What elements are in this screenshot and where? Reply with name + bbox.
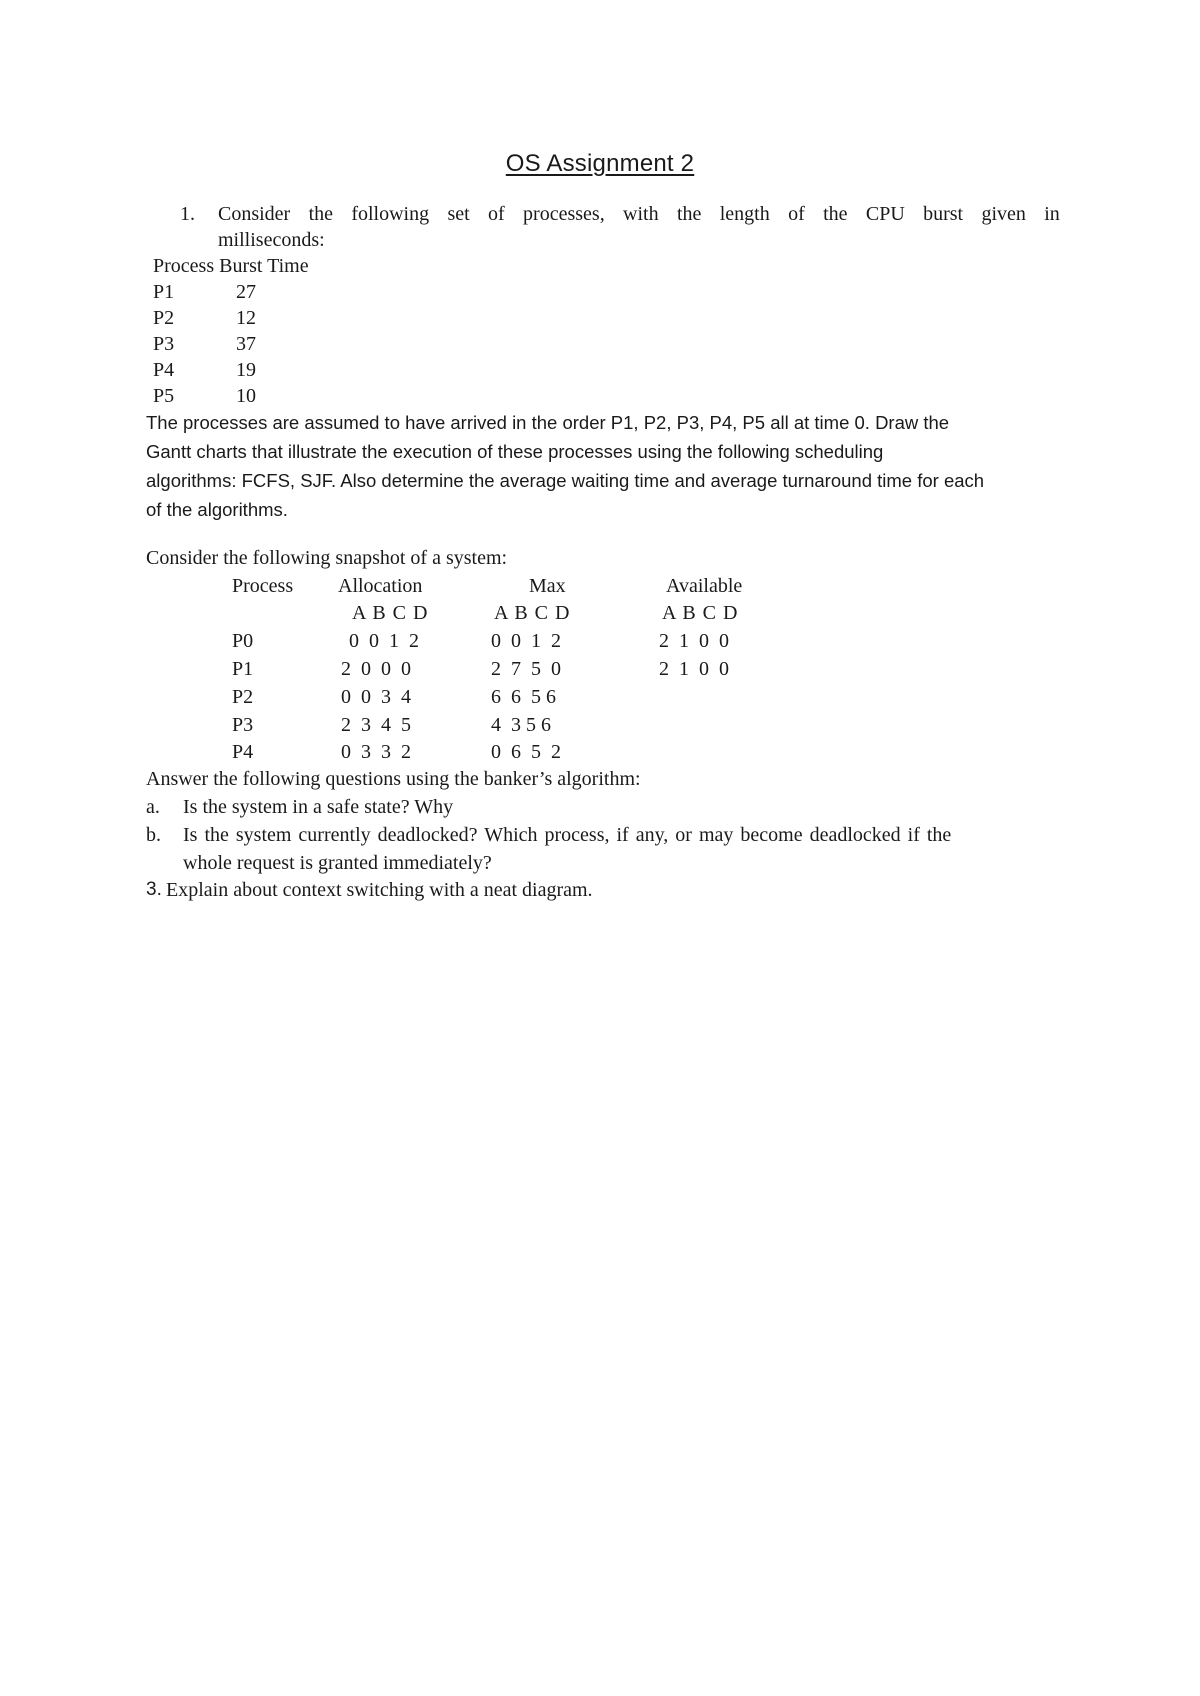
q1-word: processes, (523, 203, 605, 225)
q1-row-process: P1 (153, 281, 175, 303)
q1-word: CPU (865, 203, 905, 225)
row-max: 0 0 1 2 (491, 630, 561, 652)
row-max: 4 3 5 6 (491, 714, 551, 736)
row-process: P1 (232, 658, 254, 680)
q1-word: in (1044, 203, 1060, 225)
row-max: 6 6 5 6 (491, 686, 556, 708)
q3-number: 3. (146, 879, 162, 900)
q1-paragraph-line: The processes are assumed to have arrived in the order P1, P2, P3, P4, P5 all at time 0. Draw the (146, 412, 950, 433)
q1-word: given (981, 203, 1026, 225)
q1-row-process: P5 (153, 385, 175, 407)
q1-word: of (488, 203, 505, 225)
q2-intro: Consider the following snapshot of a system: (146, 547, 508, 569)
q1-word: Consider (218, 203, 291, 225)
page-title: OS Assignment 2 (505, 150, 695, 177)
q1-word: of (788, 203, 805, 225)
header-allocation: Allocation (338, 575, 423, 597)
q1-row-burst: 19 (236, 359, 256, 381)
row-allocation: 2 3 4 5 (341, 714, 411, 736)
q1-word: the (308, 203, 333, 225)
q1-word: burst (923, 203, 964, 225)
header-available: Available (666, 575, 743, 597)
q1-paragraph-line: Gantt charts that illustrate the execution of these processes using the following scheduling (146, 441, 884, 462)
row-process: P2 (232, 686, 254, 708)
q2-item-text: Is the system currently deadlocked? Which process, if any, or may become deadlocked if the (183, 824, 952, 846)
row-allocation: 0 3 3 2 (341, 741, 411, 763)
row-allocation: 0 0 3 4 (341, 686, 411, 708)
q1-word: the (823, 203, 848, 225)
row-allocation: 2 0 0 0 (341, 658, 411, 680)
q1-paragraph-line: of the algorithms. (146, 499, 288, 520)
q1-text-line1 (218, 204, 1060, 224)
subheader-max: A B C D (494, 602, 571, 624)
q1-row-process: P2 (153, 307, 175, 329)
row-available: 2 1 0 0 (659, 658, 729, 680)
q2-item-text: Is the system in a safe state? Why (183, 796, 454, 818)
q1-word: the (676, 203, 702, 225)
row-process: P4 (232, 741, 254, 763)
subheader-allocation: A B C D (352, 602, 429, 624)
row-available: 2 1 0 0 (659, 630, 729, 652)
q3-text: Explain about context switching with a neat diagram. (166, 879, 593, 901)
q1-text-line2: milliseconds: (218, 229, 325, 251)
q2-item-label: a. (146, 796, 160, 818)
q1-paragraph (146, 408, 1066, 524)
header-process: Process (232, 575, 294, 597)
q1-word: length (719, 203, 770, 225)
q1-word: with (623, 203, 659, 225)
q1-number: 1. (180, 203, 195, 225)
row-max: 0 6 5 2 (491, 741, 561, 763)
row-allocation: 0 0 1 2 (349, 630, 419, 652)
q1-row-process: P3 (153, 333, 175, 355)
q1-row-burst: 10 (236, 385, 256, 407)
q2-question: Answer the following questions using the banker’s algorithm: (146, 768, 641, 790)
row-process: P3 (232, 714, 254, 736)
q1-table-header: Process Burst Time (153, 255, 309, 277)
q1-paragraph-line: algorithms: FCFS, SJF. Also determine the average waiting time and average turnaround time for each (146, 470, 985, 491)
subheader-available: A B C D (662, 602, 739, 624)
q1-row-burst: 27 (236, 281, 256, 303)
q1-row-process: P4 (153, 359, 175, 381)
row-process: P0 (232, 630, 254, 652)
q1-row-burst: 12 (236, 307, 256, 329)
header-max: Max (529, 575, 566, 597)
q1-word: following (351, 203, 430, 225)
q1-word: set (447, 203, 470, 225)
q2-item-label: b. (146, 824, 161, 846)
row-max: 2 7 5 0 (491, 658, 561, 680)
q1-row-burst: 37 (236, 333, 256, 355)
q2-item-text-continued: whole request is granted immediately? (183, 852, 492, 874)
